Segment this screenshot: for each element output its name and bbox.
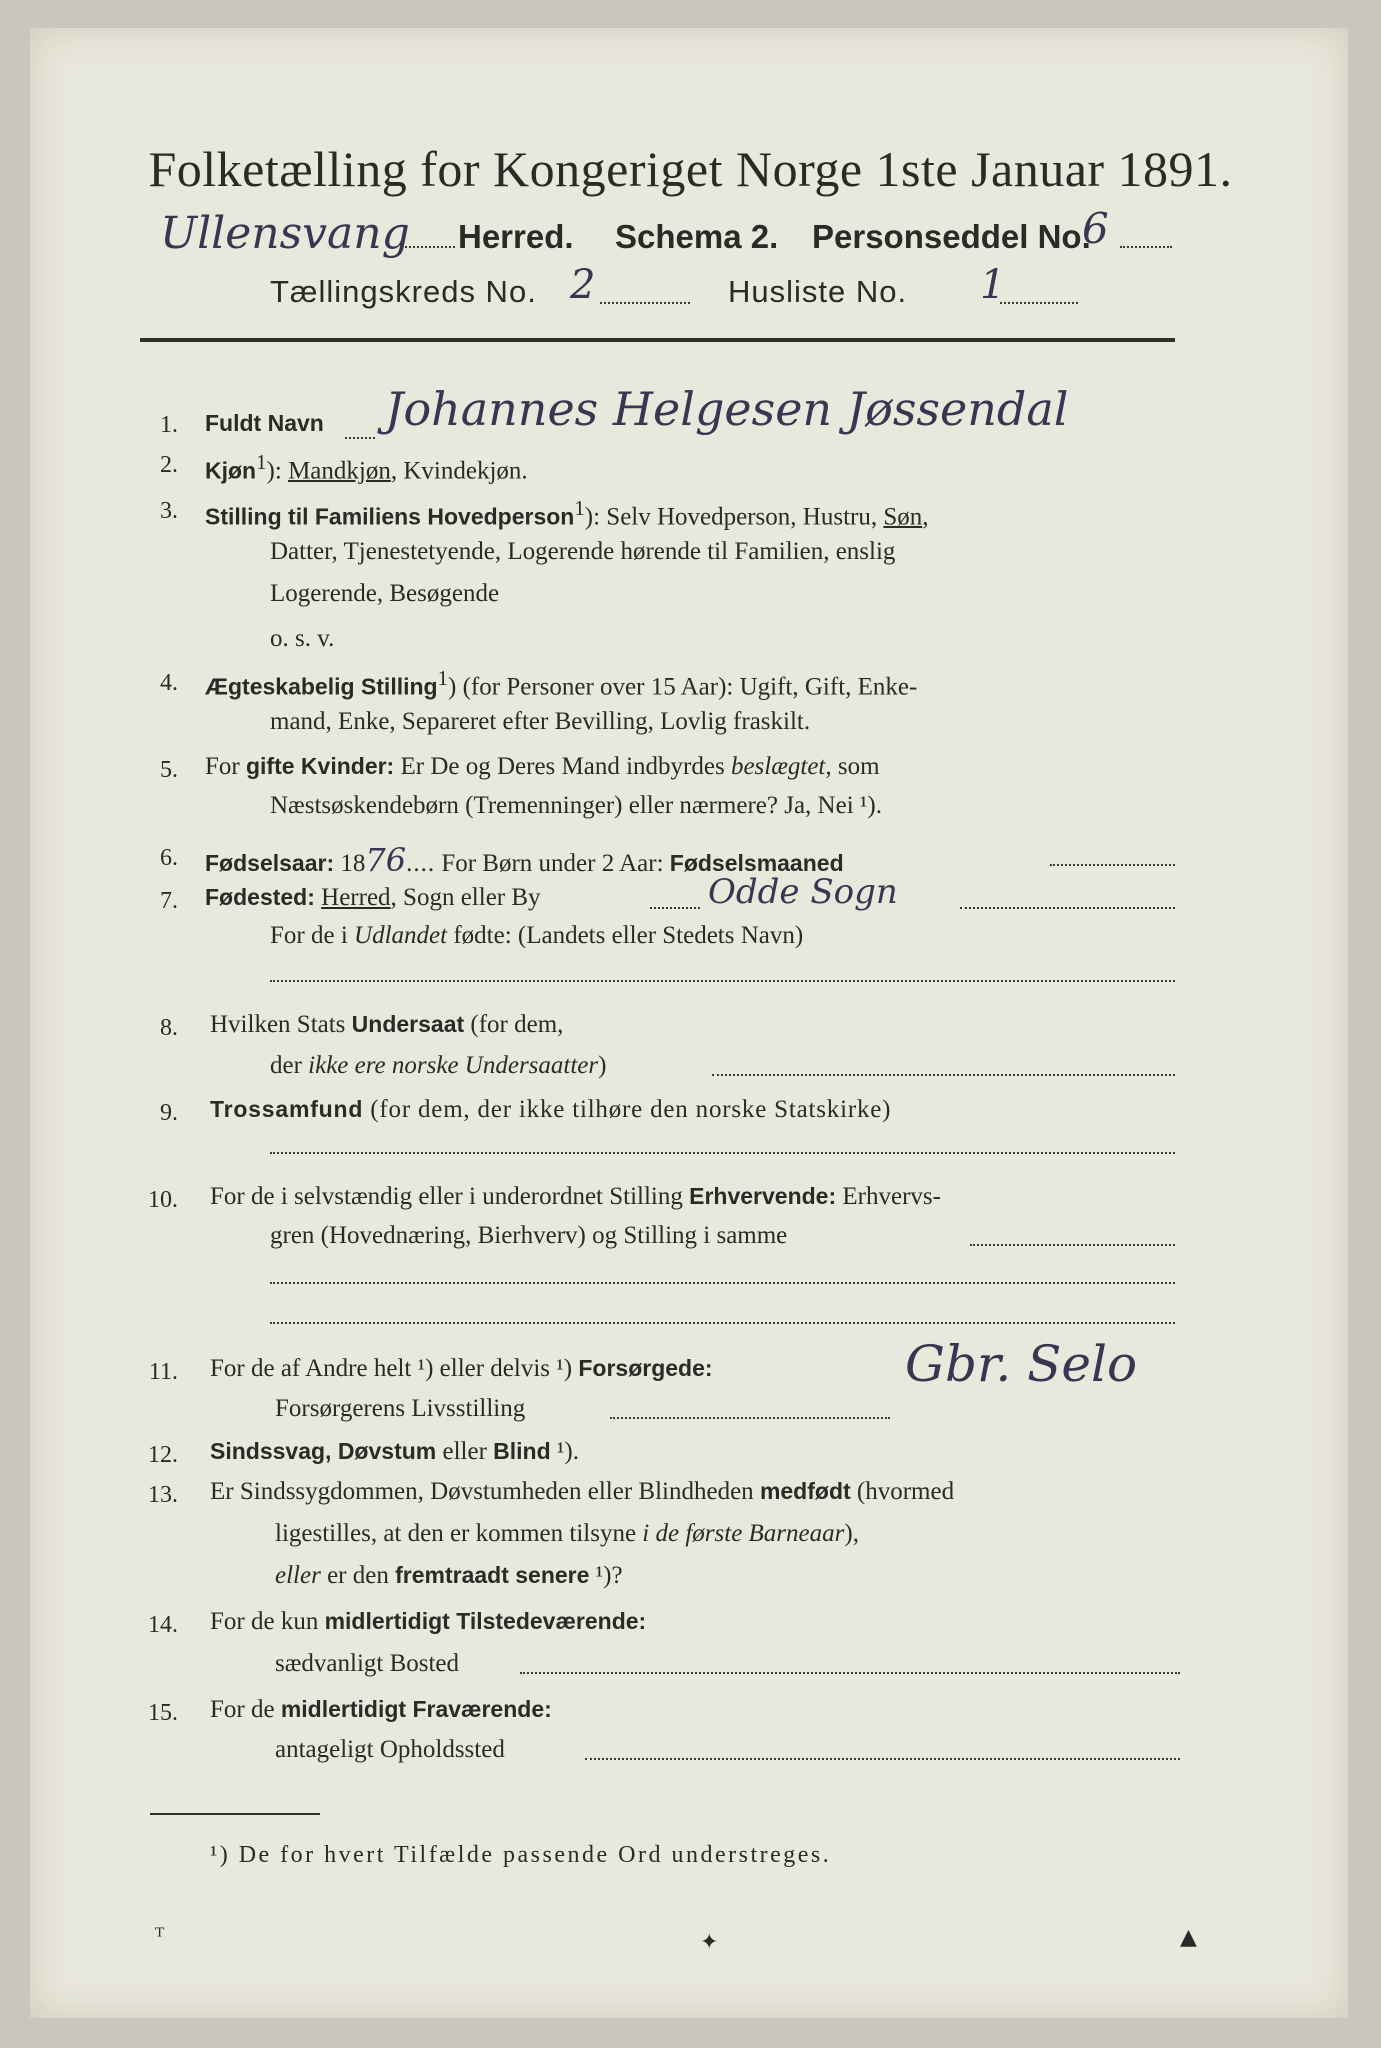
item-10-number: 10. bbox=[148, 1187, 178, 1213]
item-13-line-3-italic: eller bbox=[275, 1562, 321, 1589]
item-7-place-handwritten: Odde Sogn bbox=[708, 872, 898, 912]
tellingskreds-label: Tællingskreds No. bbox=[270, 274, 537, 309]
item-5-italic: beslægtet, bbox=[730, 753, 832, 780]
item-7-dots-a bbox=[650, 907, 700, 909]
item-14-prefix: For de kun bbox=[210, 1608, 325, 1635]
item-13-line-2 bbox=[275, 1520, 859, 1548]
item-8-line-2a: der bbox=[270, 1052, 309, 1079]
item-11-dots bbox=[610, 1417, 890, 1419]
personseddel-handwritten: 6 bbox=[1082, 204, 1109, 253]
item-14-label: midlertidigt Tilstedeværende: bbox=[324, 1608, 647, 1634]
herred-handwritten: Ullensvang bbox=[160, 208, 410, 259]
item-4-line-2: mand, Enke, Separeret efter Bevilling, Lovlig fraskilt. bbox=[270, 708, 811, 735]
item-3-option-son: Søn bbox=[883, 503, 923, 531]
item-7-line bbox=[205, 884, 541, 912]
item-6-year-prefix: 18 bbox=[334, 850, 366, 877]
ink-mark-right: ▲ bbox=[1180, 1925, 1197, 1950]
item-3-line-4: o. s. v. bbox=[270, 625, 335, 652]
item-10-dots-c bbox=[270, 1322, 1175, 1324]
item-12-number: 12. bbox=[148, 1442, 178, 1468]
item-13-line-3-bold: fremtraadt senere bbox=[395, 1562, 590, 1588]
item-11-label: Forsørgede: bbox=[578, 1355, 713, 1381]
item-13-line-3c: ¹)? bbox=[589, 1562, 623, 1589]
husliste-handwritten: 1 bbox=[980, 262, 1006, 308]
item-3-line: Stilling til Familiens Hovedperson$^1$): Selv Hovedperson, Hustru, Søn, bbox=[205, 496, 929, 531]
schema-label: Schema 2. bbox=[615, 218, 779, 255]
item-15-line bbox=[210, 1696, 552, 1724]
item-13-line-3 bbox=[275, 1562, 623, 1590]
item-5-line bbox=[205, 753, 880, 781]
item-5-number: 5. bbox=[160, 757, 178, 783]
item-3-line-2: Datter, Tjenestetyende, Logerende hørende til Familien, enslig bbox=[270, 538, 896, 565]
item-4-line: Ægteskabelig Stilling$^1$) (for Personer over 15 Aar): Ugift, Gift, Enke- bbox=[205, 666, 918, 701]
item-9-number: 9. bbox=[160, 1100, 178, 1126]
item-9-label: Trossamfund bbox=[210, 1096, 364, 1122]
footnote: ¹) De for hvert Tilfælde passende Ord understreges. bbox=[210, 1842, 832, 1868]
item-11-number: 11. bbox=[148, 1359, 178, 1385]
item-8-prefix: Hvilken Stats bbox=[210, 1011, 352, 1038]
item-11-provider-handwritten: Gbr. Selo bbox=[905, 1335, 1138, 1393]
form-title: Folketælling for Kongeriget Norge 1ste Januar 1891. bbox=[148, 141, 1233, 197]
item-3-line-3: Logerende, Besøgende bbox=[270, 580, 500, 607]
item-8-dots bbox=[712, 1074, 1175, 1076]
item-1-number: 1. bbox=[160, 412, 178, 438]
item-15-label: midlertidigt Fraværende: bbox=[280, 1696, 552, 1722]
item-7-label: Fødested: bbox=[205, 884, 315, 910]
item-10-label: Erhvervende: bbox=[689, 1183, 837, 1209]
item-7-option-herred: Herred bbox=[321, 884, 391, 911]
item-1-label: Fuldt Navn bbox=[205, 410, 324, 436]
item-7-line-2a: For de i bbox=[270, 922, 355, 949]
item-7-dots-c bbox=[270, 980, 1175, 982]
item-6-dots bbox=[1050, 864, 1175, 866]
item-2-line bbox=[205, 450, 528, 485]
item-2-label: Kjøn bbox=[205, 457, 257, 484]
item-13-line-2a: ligestilles, at den er kommen tilsyne bbox=[275, 1520, 643, 1547]
item-12-text: eller bbox=[436, 1438, 494, 1465]
item-6-year-handwritten: 76 bbox=[365, 841, 407, 879]
item-8-line bbox=[210, 1011, 563, 1039]
header-rule bbox=[140, 338, 1175, 342]
husliste-label: Husliste No. bbox=[728, 274, 908, 309]
item-10-prefix: For de i selvstændig eller i underordnet Stilling bbox=[210, 1183, 690, 1210]
item-15-number: 15. bbox=[148, 1700, 178, 1726]
item-10-dots-b bbox=[270, 1282, 1175, 1284]
item-2-footnote-ref: 1 bbox=[256, 450, 267, 474]
item-7-dots-b bbox=[960, 907, 1175, 909]
item-14-line bbox=[210, 1608, 646, 1636]
item-10-line-2: gren (Hovednæring, Bierhverv) og Stilling i samme bbox=[270, 1222, 788, 1249]
item-14-number: 14. bbox=[148, 1612, 178, 1638]
item-13-line-2b: ), bbox=[844, 1520, 859, 1547]
item-10-line bbox=[210, 1183, 941, 1211]
item-11-line-2: Forsørgerens Livsstilling bbox=[275, 1395, 526, 1422]
ink-mark-center: ✦ bbox=[700, 1930, 719, 1955]
item-1-line bbox=[205, 410, 324, 438]
item-9-text: (for dem, der ikke tilhøre den norske Statskirke) bbox=[363, 1096, 892, 1123]
item-4-number: 4. bbox=[160, 670, 178, 696]
item-6-label: Fødselsaar: bbox=[205, 850, 335, 876]
item-5-suffix: som bbox=[831, 753, 880, 780]
item-2-number: 2. bbox=[160, 452, 178, 478]
item-7-line-2-italic: Udlandet bbox=[354, 922, 448, 949]
herred-label: Herred. bbox=[458, 218, 574, 255]
tellingskreds-dots bbox=[600, 302, 690, 304]
item-3-label: Stilling til Familiens Hovedperson bbox=[205, 503, 575, 530]
item-9-line bbox=[210, 1096, 891, 1124]
item-7-line-2b: fødte: (Landets eller Stedets Navn) bbox=[447, 922, 804, 949]
item-6-number: 6. bbox=[160, 845, 178, 871]
item-15-line-2: antageligt Opholdssted bbox=[275, 1736, 505, 1763]
item-8-number: 8. bbox=[160, 1015, 178, 1041]
footnote-rule bbox=[150, 1813, 320, 1815]
item-5-line-2: Næstsøskendebørn (Tremenninger) eller nærmere? Ja, Nei ¹). bbox=[270, 792, 882, 819]
herred-dots bbox=[400, 246, 455, 248]
item-8-line-2b: ) bbox=[598, 1052, 607, 1079]
item-14-dots bbox=[520, 1672, 1180, 1674]
item-7-line-2 bbox=[270, 922, 803, 950]
item-11-line bbox=[210, 1355, 713, 1383]
personseddel-label: Personseddel No. bbox=[812, 218, 1091, 255]
item-5-label: gifte Kvinder: bbox=[245, 753, 395, 779]
item-2-option-female: , Kvindekjøn. bbox=[390, 457, 528, 485]
item-3-number: 3. bbox=[160, 498, 178, 524]
item-11-prefix: For de af Andre helt ¹) eller delvis ¹) bbox=[210, 1355, 579, 1382]
item-8-text: (for dem, bbox=[464, 1011, 564, 1038]
item-2-option-male: Mandkjøn bbox=[288, 457, 391, 485]
item-4-label: Ægteskabelig Stilling bbox=[205, 673, 438, 700]
item-3-comma: , bbox=[922, 503, 929, 531]
item-10-dots-a bbox=[970, 1244, 1175, 1246]
item-5-prefix: For bbox=[205, 753, 246, 780]
item-12-label-2: Blind bbox=[493, 1438, 551, 1464]
item-1-name-handwritten: Johannes Helgesen Jøssendal bbox=[385, 382, 1069, 436]
item-13-line-2-italic: i de første Barneaar bbox=[642, 1520, 845, 1547]
item-13-line-3a: er den bbox=[320, 1562, 396, 1589]
item-15-dots bbox=[585, 1758, 1180, 1760]
item-8-label: Undersaat bbox=[351, 1011, 465, 1037]
item-5-text: Er De og Deres Mand indbyrdes bbox=[394, 753, 731, 780]
item-13-prefix: Er Sindssygdommen, Døvstumheden eller Blindheden bbox=[210, 1478, 760, 1505]
item-6-line: Fødselsaar: 1876.... For Børn under 2 Aar: Fødselsmaaned bbox=[205, 841, 844, 879]
husliste-dots bbox=[1000, 302, 1078, 304]
item-7-number: 7. bbox=[160, 888, 178, 914]
item-9-dots bbox=[270, 1152, 1175, 1154]
item-13-text: (hvormed bbox=[850, 1478, 955, 1505]
personseddel-dots bbox=[1120, 246, 1172, 248]
item-3-text: ): Selv Hovedperson, Hustru, bbox=[584, 503, 884, 531]
item-2-rest: ): bbox=[266, 457, 289, 485]
item-12-suffix: ¹). bbox=[550, 1438, 579, 1465]
item-12-line bbox=[210, 1438, 579, 1466]
item-7-text: , Sogn eller By bbox=[390, 884, 541, 911]
ink-mark-left: ᵀ bbox=[155, 1925, 165, 1950]
item-12-label: Sindssvag, Døvstum bbox=[210, 1438, 437, 1464]
item-13-label: medfødt bbox=[759, 1478, 851, 1504]
item-1-dots bbox=[345, 437, 375, 439]
item-10-text: Erhvervs- bbox=[836, 1183, 941, 1210]
item-8-line-2-italic: ikke ere norske Undersaatter bbox=[308, 1052, 599, 1079]
item-13-number: 13. bbox=[148, 1482, 178, 1508]
item-6-text: For Børn under 2 Aar: bbox=[435, 850, 670, 877]
item-4-text: ) (for Personer over 15 Aar): Ugift, Gift, Enke- bbox=[448, 673, 918, 701]
item-13-line bbox=[210, 1478, 954, 1506]
item-15-prefix: For de bbox=[210, 1696, 281, 1723]
item-8-line-2 bbox=[270, 1052, 606, 1080]
item-6-label-2: Fødselsmaaned bbox=[669, 850, 844, 876]
item-14-line-2: sædvanligt Bosted bbox=[275, 1650, 460, 1677]
tellingskreds-handwritten: 2 bbox=[570, 262, 596, 308]
